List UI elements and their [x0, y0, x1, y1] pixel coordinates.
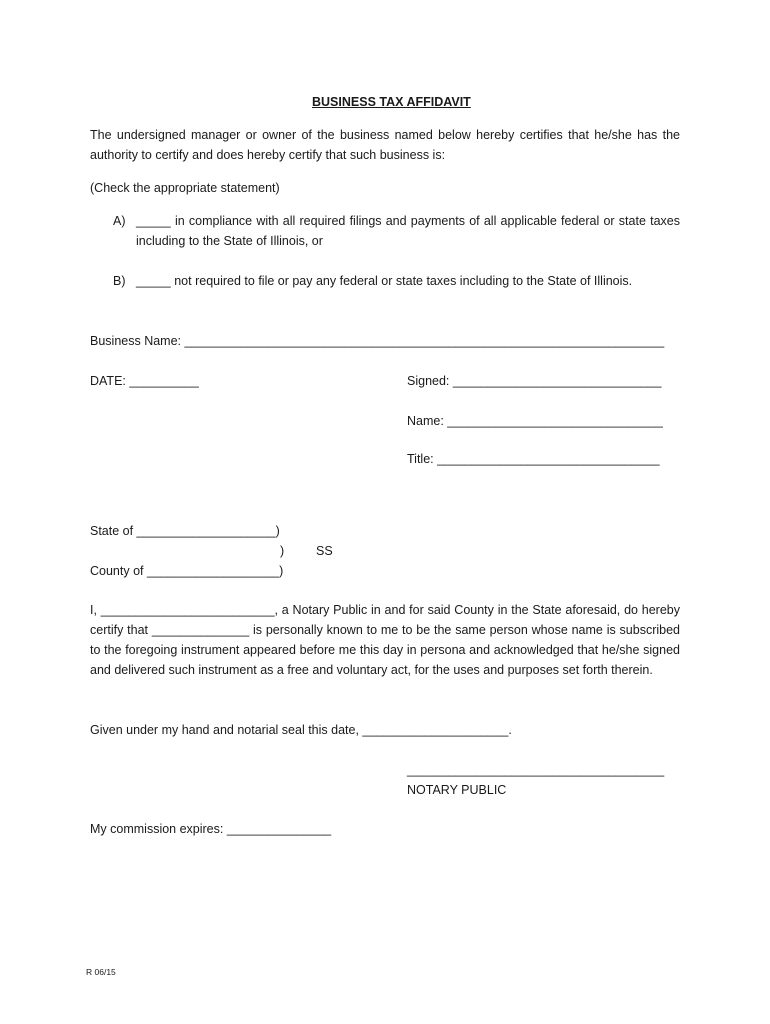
- commission-expires-field: My commission expires: _______________: [90, 822, 332, 836]
- title-field: Title: ________________________________: [407, 452, 660, 466]
- state-of-field: State of ____________________): [90, 524, 280, 538]
- notary-public-label: NOTARY PUBLIC: [407, 783, 507, 797]
- check-note: (Check the appropriate statement): [90, 181, 280, 195]
- document-title: BUSINESS TAX AFFIDAVIT: [312, 95, 471, 109]
- option-a-marker: A): [113, 214, 126, 228]
- business-name-field: Business Name: _____________________________________________________________________: [90, 334, 665, 348]
- signed-field: Signed: ______________________________: [407, 374, 662, 388]
- notary-signature-line: _____________________________________: [407, 763, 665, 777]
- given-statement: Given under my hand and notarial seal this date, _____________________.: [90, 723, 512, 737]
- intro-paragraph: The undersigned manager or owner of the business named below hereby certifies that he/she has the authority to certify and does hereby certify that such business is:: [90, 128, 680, 162]
- revision-label: R 06/15: [86, 967, 116, 977]
- date-field: DATE: __________: [90, 374, 199, 388]
- option-b-marker: B): [113, 274, 126, 288]
- name-field: Name: _______________________________: [407, 414, 663, 428]
- ss-label: SS: [316, 544, 333, 558]
- option-a-text: _____ in compliance with all required filings and payments of all applicable federal or state taxes including to the State of Illinois, or: [136, 214, 680, 248]
- notary-paragraph: I, _________________________, a Notary Public in and for said County in the State aforesaid, do hereby certify that ______________ is personally known to me to be the same person whose name is subscribed to the foregoing instrument appeared before me this day in persona and acknowledged that he/she signed and delivered such instrument as a free and voluntary act, for the uses and purposes set forth therein.: [90, 603, 680, 677]
- venue-paren: ): [280, 544, 285, 558]
- option-b-text: _____ not required to file or pay any federal or state taxes including to the State of Illinois.: [136, 274, 633, 288]
- county-of-field: County of ___________________): [90, 564, 284, 578]
